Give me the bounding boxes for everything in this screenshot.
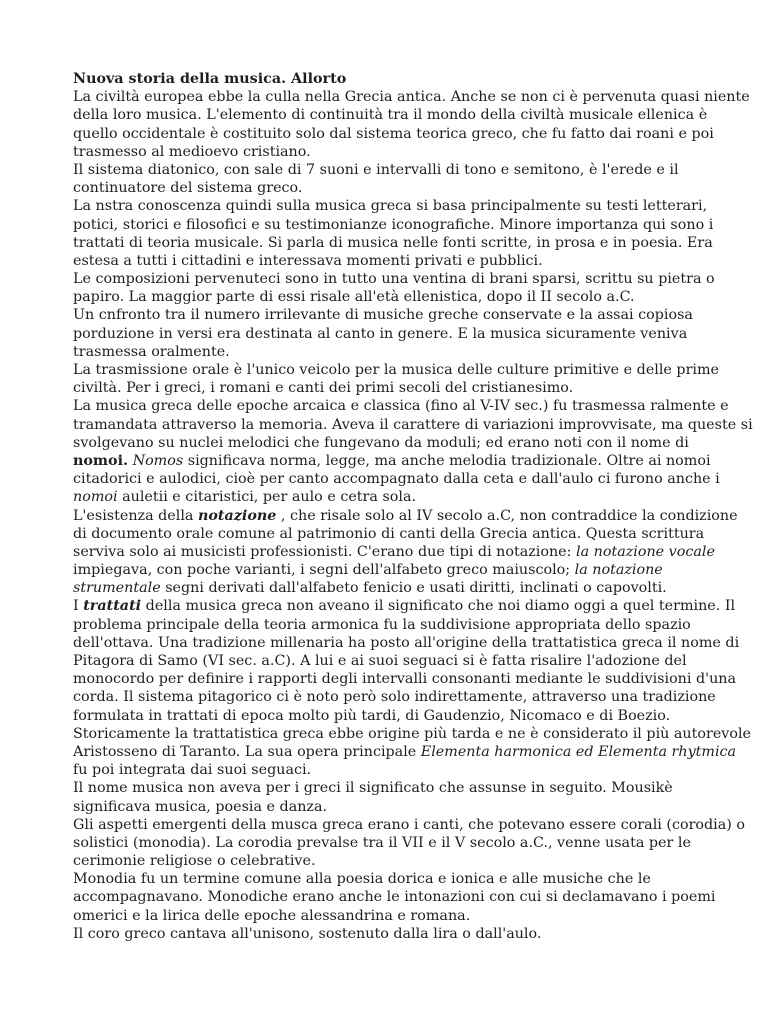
text-segment: trasmesso al medioevo cristiano. [73,143,311,160]
text-line [73,652,703,670]
text-line [73,616,703,634]
text-line [73,870,703,888]
text-line [73,234,713,252]
text-segment: fu poi integrata dai suoi seguaci. [73,762,312,779]
text-line [73,143,703,161]
text-segment: estesa a tutti i cittadini e interessava momenti privati e pubblici. [73,252,543,269]
text-line [73,834,703,852]
text-segment: La nstra conoscenza quindi sulla musica greca si basa principalmente su testi letterari, [73,198,708,215]
text-line [73,397,729,415]
emphasized-text: strumentale [73,580,161,597]
emphasized-text: notazione [197,507,277,524]
text-segment: porduzione in versi era destinata al canto in genere. E la musica sicuramente veniva [73,325,688,342]
text-line [73,579,703,597]
emphasized-text: trattati [83,598,142,615]
text-segment: formulata in trattati di epoca molto più tardi, di Gaudenzio, Nicomaco e di Boezio. [73,707,671,724]
emphasized-text: la notazione [574,562,663,579]
text-segment: auletii e citaristici, per aulo e cetra sola. [117,489,417,506]
text-segment: I [73,598,84,615]
text-segment: La musica greca delle epoche arcaica e classica (fino al V-IV sec.) fu trasmessa ralmente e [73,398,729,415]
text-segment: La trasmissione orale è l'unico veicolo per la musica delle culture primitive e delle prime [73,362,720,378]
text-segment: Aristosseno di Taranto. La sua opera principale [73,743,421,760]
text-line [73,125,714,143]
text-line [73,197,708,215]
text-segment: Monodia fu un termine comune alla poesia dorica e ionica e alle musiche che le [73,871,651,888]
text-segment: significava musica, poesia e danza. [73,798,328,815]
text-line [73,452,711,470]
text-line [73,470,720,488]
text-segment: segni derivati dall'alfabeto fenicio e usati diritti, inclinati o capovolti. [160,580,667,597]
text-segment: Il sistema diatonico, con sale di 7 suoni e intervalli di tono e semitono, è l'erede e il [73,161,679,178]
text-segment: Il coro greco cantava all'unisono, sostenuto dalla lira o dall'aulo. [73,925,542,942]
text-segment: monocordo per definire i rapporti degli intervalli consonanti mediante le suddivisioni d'una [73,671,737,688]
text-segment: problema principale della teoria armonica fu la suddivisione appropriata dello spazio [73,616,691,633]
text-segment: trasmessa oralmente. [73,343,230,360]
text-segment: , che risale solo al IV secolo a.C, non contraddice la condizione [276,507,738,524]
text-line [73,161,703,179]
text-segment: della loro musica. L'elemento di continuità tra il mondo della civiltà musicale ellenica è [73,107,708,124]
text-line [73,270,715,288]
text-segment: Un cnfronto tra il numero irrilevante di musiche greche conservate e la assai copiosa [73,307,693,324]
text-line [73,525,703,543]
text-line [73,343,703,361]
text-line [73,306,703,324]
text-line [73,434,703,452]
text-line [73,416,753,434]
text-segment: serviva solo ai musicisti professionisti. C'erano due tipi di notazione: [73,543,577,560]
text-line [73,106,708,124]
text-line [73,179,703,197]
text-segment: La civiltà europea ebbe la culla nella Grecia antica. Anche se non ci è pervenuta quasi niente [73,89,750,106]
text-line [73,507,738,525]
text-line [73,707,703,725]
text-line [73,216,714,234]
text-segment: dell'ottava. Una tradizione millenaria ha posto all'origine della trattatistica greca il nome di [73,634,740,651]
emphasized-text: Nomos [132,452,184,469]
text-line [73,907,703,925]
text-line [73,725,751,743]
text-line [73,543,715,561]
text-segment: Il nome musica non aveva per i greci il significato che assunse in seguito. Mousikè [73,780,673,797]
emphasized-text: Elementa harmonica ed Elementa rhytmica [420,743,737,760]
text-segment: L'esistenza della [73,507,198,524]
document-title: Nuova storia della musica. Allorto [73,71,347,87]
text-line [73,670,737,688]
text-segment: solistici (monodia). La corodia prevalse tra il VII e il V secolo a.C., venne usata per le [73,834,691,851]
text-segment: trattati di teoria musicale. Si parla di musica nelle fonti scritte, in prosa e in poesia. Era [73,234,713,251]
emphasized-text: nomoi [73,489,118,506]
text-segment: di documento orale comune al patrimonio di canti della Grecia antica. Questa scrittura [73,525,705,542]
text-line [73,798,703,816]
text-line [73,761,703,779]
text-line [73,743,737,761]
text-segment: tramandata attraverso la memoria. Aveva il carattere di variazioni improvvisate, ma queste si [73,416,753,433]
text-segment: papiro. La maggior parte di essi risale all'età ellenistica, dopo il II secolo a.C. [73,289,635,306]
text-line [73,361,720,379]
text-line [73,325,703,343]
text-line [73,779,703,797]
text-segment: citadorici e aulodici, cioè per canto accompagnato dalla ceta e dall'aulo ci furono anche i [73,471,720,488]
text-line [73,88,750,106]
text-segment: corda. Il sistema pitagorico ci è noto però solo indirettamente, attraverso una tradizione [73,689,716,706]
emphasized-text: la notazione vocale [576,543,715,560]
text-segment: civiltà. Per i greci, i romani e canti dei primi secoli del cristianesimo. [73,380,574,397]
document-page [73,70,753,943]
text-segment: svolgevano su nuclei melodici che fungevano da moduli; ed erano noti con il nome di [73,434,689,451]
text-segment: Storicamente la trattatistica greca ebbe origine più tarda e ne è considerato il più autorevole [73,725,751,742]
text-segment: Le composizioni pervenuteci sono in tutto una ventina di brani sparsi, scrittu su pietra o [73,271,715,288]
text-segment: potici, storici e filosofici e su testimonianze iconografiche. Minore importanza qui sono i [73,216,714,233]
text-line [73,488,703,506]
text-line [73,288,703,306]
text-segment: continuatore del sistema greco. [73,180,303,197]
text-segment: impiegava, con poche varianti, i segni dell'alfabeto greco maiuscolo; [73,562,575,579]
document-body [73,88,753,943]
text-segment: accompagnavano. Monodiche erano anche le intonazioni con cui si declamavano i poemi [73,889,716,906]
text-line [73,888,716,906]
text-segment: quello occidentale è costituito solo dal sistema teorica greco, che fu fatto dai roani e poi [73,125,714,142]
text-line [73,852,703,870]
text-line [73,634,740,652]
text-line [73,688,716,706]
text-line [73,561,703,579]
text-line [73,925,703,943]
text-segment: cerimonie religiose o celebrative. [73,853,316,870]
text-segment: Gli aspetti emergenti della musca greca erano i canti, che potevano essere corali (corodia) o [73,816,746,833]
text-line [73,597,736,615]
text-segment: significava norma, legge, ma anche melodia tradizionale. Oltre ai nomoi [183,452,711,469]
text-line [73,252,703,270]
text-line [73,816,746,834]
text-segment: omerici e la lirica delle epoche alessandrina e romana. [73,907,471,924]
text-segment: della musica greca non aveano il significato che noi diamo oggi a quel termine. Il [141,598,736,615]
emphasized-text: nomoi. [73,452,129,469]
text-line [73,379,703,397]
text-segment: Pitagora di Samo (VI sec. a.C). A lui e ai suoi seguaci si è fatta risalire l'adozione del [73,653,687,669]
